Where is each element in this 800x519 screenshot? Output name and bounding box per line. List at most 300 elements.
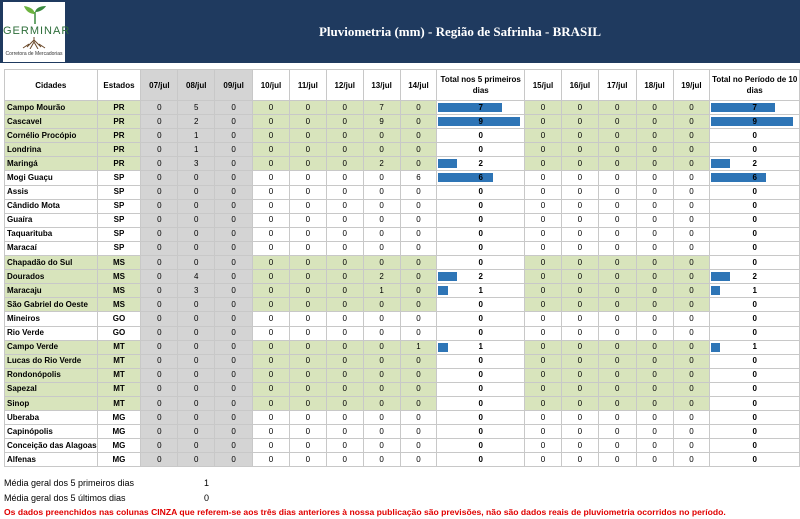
- rain-value: 0: [525, 354, 562, 368]
- rain-value: 0: [215, 213, 253, 227]
- rain-value: 0: [215, 270, 253, 284]
- total-value: 1: [478, 285, 483, 295]
- total-value: 0: [752, 257, 757, 267]
- rain-value: 9: [363, 115, 400, 129]
- table-row: [5, 115, 800, 129]
- header-estados: Estados: [97, 70, 141, 101]
- total-value: 2: [752, 158, 757, 168]
- rain-value: 0: [525, 382, 562, 396]
- state-code: MG: [97, 453, 141, 467]
- rain-value: 0: [525, 340, 562, 354]
- rain-value: 0: [673, 326, 710, 340]
- city-name: Alfenas: [5, 453, 98, 467]
- rain-value: 0: [253, 115, 290, 129]
- rain-value: 0: [141, 270, 178, 284]
- rain-value: 0: [561, 241, 598, 255]
- rain-value: 0: [400, 368, 437, 382]
- total-5-days: [437, 340, 525, 354]
- table-row: [5, 284, 800, 298]
- rain-value: 0: [636, 396, 673, 410]
- rain-value: 0: [598, 241, 636, 255]
- rain-value: 0: [253, 453, 290, 467]
- table-row: [5, 199, 800, 213]
- rain-value: 2: [178, 115, 215, 129]
- total-value: 0: [752, 187, 757, 197]
- rain-value: 0: [326, 396, 363, 410]
- table-row: [5, 382, 800, 396]
- rain-value: 6: [400, 171, 437, 185]
- table-row: [5, 171, 800, 185]
- rain-value: 0: [253, 340, 290, 354]
- rain-value: 0: [561, 326, 598, 340]
- rainfall-table: [4, 69, 800, 467]
- rain-value: 0: [525, 368, 562, 382]
- rain-value: 0: [215, 453, 253, 467]
- rain-value: 0: [561, 382, 598, 396]
- rain-value: 0: [561, 284, 598, 298]
- rain-value: 0: [561, 185, 598, 199]
- rain-value: 0: [525, 298, 562, 312]
- germinar-logo: [3, 2, 71, 62]
- rain-value: 0: [673, 298, 710, 312]
- rain-value: 0: [363, 213, 400, 227]
- rain-value: 0: [636, 284, 673, 298]
- rain-value: 0: [561, 101, 598, 115]
- rain-value: 0: [141, 425, 178, 439]
- rain-value: 0: [673, 171, 710, 185]
- state-code: MS: [97, 270, 141, 284]
- total-5-days: [437, 185, 525, 199]
- rain-value: 0: [400, 425, 437, 439]
- rain-value: 0: [253, 284, 290, 298]
- state-code: MG: [97, 425, 141, 439]
- total-10-days: [710, 129, 800, 143]
- rain-value: 0: [636, 171, 673, 185]
- header-day-07-jul: 07/jul: [141, 70, 178, 101]
- rain-value: 0: [141, 227, 178, 241]
- rain-value: 0: [673, 143, 710, 157]
- rain-value: 0: [289, 439, 326, 453]
- rain-value: 0: [141, 213, 178, 227]
- rain-value: 0: [561, 213, 598, 227]
- rain-value: 0: [326, 199, 363, 213]
- table-row: [5, 439, 800, 453]
- rain-value: 0: [289, 453, 326, 467]
- rain-value: 0: [289, 157, 326, 171]
- rain-value: 0: [178, 298, 215, 312]
- total-5-days: [437, 411, 525, 425]
- rain-value: 0: [289, 354, 326, 368]
- rain-value: 0: [400, 241, 437, 255]
- table-row: [5, 101, 800, 115]
- total-5-days: [437, 312, 525, 326]
- table-row: [5, 143, 800, 157]
- rain-value: 0: [141, 241, 178, 255]
- city-name: Chapadão do Sul: [5, 256, 98, 270]
- rain-value: 0: [289, 270, 326, 284]
- total-5-days: [437, 439, 525, 453]
- rain-value: 0: [178, 227, 215, 241]
- city-name: Cândido Mota: [5, 199, 98, 213]
- table-row: [5, 298, 800, 312]
- rain-value: 0: [178, 326, 215, 340]
- header-day-16-jul: 16/jul: [561, 70, 598, 101]
- rain-value: 0: [363, 185, 400, 199]
- city-name: Dourados: [5, 270, 98, 284]
- city-name: Maracaju: [5, 284, 98, 298]
- header-day-12-jul: 12/jul: [326, 70, 363, 101]
- rain-value: 0: [215, 143, 253, 157]
- state-code: SP: [97, 213, 141, 227]
- total-10-days: [710, 411, 800, 425]
- rain-value: 0: [326, 256, 363, 270]
- city-name: Campo Mourão: [5, 101, 98, 115]
- total-value: 0: [752, 384, 757, 394]
- header-day-10-jul: 10/jul: [253, 70, 290, 101]
- rain-value: 0: [598, 213, 636, 227]
- rain-value: 0: [561, 340, 598, 354]
- rain-value: 0: [598, 129, 636, 143]
- rain-value: 0: [253, 185, 290, 199]
- total-5-days: [437, 171, 525, 185]
- rain-value: 0: [141, 411, 178, 425]
- data-bar: [438, 103, 502, 112]
- table-row: [5, 312, 800, 326]
- rain-value: 0: [215, 354, 253, 368]
- rain-value: 0: [141, 312, 178, 326]
- rain-value: 0: [141, 284, 178, 298]
- rain-value: 0: [141, 101, 178, 115]
- city-name: Sinop: [5, 396, 98, 410]
- rain-value: 0: [363, 227, 400, 241]
- rain-value: 0: [525, 101, 562, 115]
- rain-value: 0: [673, 129, 710, 143]
- rain-value: 0: [598, 425, 636, 439]
- state-code: MS: [97, 284, 141, 298]
- state-code: SP: [97, 171, 141, 185]
- total-5-days: [437, 368, 525, 382]
- rain-value: 0: [636, 213, 673, 227]
- rain-value: 0: [326, 270, 363, 284]
- rain-value: 0: [598, 143, 636, 157]
- rain-value: 0: [363, 241, 400, 255]
- data-bar: [438, 272, 456, 281]
- rain-value: 0: [673, 340, 710, 354]
- rain-value: 0: [400, 439, 437, 453]
- rain-value: 0: [289, 411, 326, 425]
- sprout-icon: [22, 6, 48, 24]
- rain-value: 0: [598, 368, 636, 382]
- rain-value: 0: [561, 439, 598, 453]
- total-value: 1: [752, 285, 757, 295]
- total-5-days: [437, 157, 525, 171]
- rain-value: 0: [178, 185, 215, 199]
- rain-value: 0: [673, 453, 710, 467]
- rain-value: 3: [178, 284, 215, 298]
- rain-value: 0: [400, 143, 437, 157]
- table-row: [5, 354, 800, 368]
- rain-value: 0: [141, 439, 178, 453]
- rain-value: 0: [215, 411, 253, 425]
- rain-value: 0: [141, 199, 178, 213]
- rain-value: 0: [141, 326, 178, 340]
- total-5-days: [437, 354, 525, 368]
- city-name: Taquarituba: [5, 227, 98, 241]
- total-value: 0: [752, 130, 757, 140]
- city-name: Mineiros: [5, 312, 98, 326]
- rain-value: 0: [598, 101, 636, 115]
- rain-value: 0: [178, 213, 215, 227]
- total-10-days: [710, 241, 800, 255]
- page-title: Pluviometria (mm) - Região de Safrinha - BRASIL: [318, 24, 601, 39]
- table-row: [5, 340, 800, 354]
- rain-value: 0: [561, 143, 598, 157]
- total-5-days: [437, 453, 525, 467]
- header-day-11-jul: 11/jul: [289, 70, 326, 101]
- header-day-17-jul: 17/jul: [598, 70, 636, 101]
- rain-value: 0: [326, 143, 363, 157]
- city-name: Rondonópolis: [5, 368, 98, 382]
- state-code: SP: [97, 199, 141, 213]
- rain-value: 0: [253, 157, 290, 171]
- data-bar: [711, 272, 729, 281]
- city-name: Sapezal: [5, 382, 98, 396]
- rain-value: 0: [141, 298, 178, 312]
- rain-value: 0: [525, 270, 562, 284]
- rain-value: 0: [289, 256, 326, 270]
- rain-value: 0: [525, 453, 562, 467]
- rain-value: 0: [326, 340, 363, 354]
- rain-value: 0: [673, 368, 710, 382]
- rain-value: 0: [253, 439, 290, 453]
- rain-value: 0: [141, 368, 178, 382]
- state-code: PR: [97, 157, 141, 171]
- rain-value: 0: [636, 354, 673, 368]
- rain-value: 0: [178, 312, 215, 326]
- rain-value: 0: [215, 256, 253, 270]
- rain-value: 0: [363, 326, 400, 340]
- city-name: Cascavel: [5, 115, 98, 129]
- rain-value: 0: [326, 115, 363, 129]
- total-10-days: [710, 157, 800, 171]
- total-value: 9: [478, 116, 483, 126]
- total-10-days: [710, 382, 800, 396]
- rain-value: 0: [673, 256, 710, 270]
- table-row: [5, 453, 800, 467]
- data-bar: [711, 103, 775, 112]
- rain-value: 0: [636, 411, 673, 425]
- total-value: 2: [478, 158, 483, 168]
- data-bar: [438, 173, 493, 182]
- rain-value: 0: [253, 425, 290, 439]
- rain-value: 0: [561, 270, 598, 284]
- total-value: 9: [752, 116, 757, 126]
- city-name: Lucas do Rio Verde: [5, 354, 98, 368]
- rain-value: 0: [141, 354, 178, 368]
- total-value: 0: [752, 313, 757, 323]
- rain-value: 0: [178, 354, 215, 368]
- rain-value: 0: [400, 453, 437, 467]
- rain-value: 0: [400, 157, 437, 171]
- city-name: Mogi Guaçu: [5, 171, 98, 185]
- rain-value: 0: [363, 312, 400, 326]
- rain-value: 0: [289, 368, 326, 382]
- header-total-5-dias: Total nos 5 primeiros dias: [437, 70, 525, 101]
- state-code: MT: [97, 340, 141, 354]
- rain-value: 0: [253, 199, 290, 213]
- city-name: Assis: [5, 185, 98, 199]
- total-value: 0: [752, 215, 757, 225]
- total-value: 2: [752, 271, 757, 281]
- rain-value: 0: [561, 411, 598, 425]
- rain-value: 0: [215, 340, 253, 354]
- rain-value: 0: [215, 396, 253, 410]
- total-value: 0: [478, 454, 483, 464]
- rain-value: 0: [525, 129, 562, 143]
- total-value: 0: [478, 398, 483, 408]
- rain-value: 0: [215, 241, 253, 255]
- rain-value: 0: [289, 382, 326, 396]
- rain-value: 0: [326, 382, 363, 396]
- rain-value: 0: [289, 185, 326, 199]
- total-value: 0: [478, 313, 483, 323]
- rain-value: 0: [561, 129, 598, 143]
- rain-value: 0: [253, 270, 290, 284]
- rain-value: 0: [253, 101, 290, 115]
- city-name: Maracaí: [5, 241, 98, 255]
- rain-value: 0: [326, 312, 363, 326]
- total-10-days: [710, 284, 800, 298]
- rain-value: 0: [141, 340, 178, 354]
- header-day-14-jul: 14/jul: [400, 70, 437, 101]
- rain-value: 0: [326, 439, 363, 453]
- average-first-5-days: [4, 478, 210, 488]
- rain-value: 0: [141, 171, 178, 185]
- state-code: PR: [97, 115, 141, 129]
- total-10-days: [710, 453, 800, 467]
- rain-value: 0: [561, 227, 598, 241]
- rain-value: 0: [598, 227, 636, 241]
- total-5-days: [437, 298, 525, 312]
- rain-value: 0: [326, 368, 363, 382]
- table-header-row: [5, 70, 800, 101]
- rain-value: 0: [400, 270, 437, 284]
- rain-value: 0: [598, 157, 636, 171]
- rain-value: 0: [400, 115, 437, 129]
- rain-value: 0: [561, 312, 598, 326]
- total-value: 0: [752, 412, 757, 422]
- report-header: [0, 0, 800, 63]
- data-bar: [438, 286, 447, 295]
- total-value: 0: [478, 328, 483, 338]
- rain-value: 0: [598, 396, 636, 410]
- total-value: 0: [478, 187, 483, 197]
- average-first-5-label: Média geral dos 5 primeiros dias: [4, 478, 135, 488]
- rain-value: 0: [363, 453, 400, 467]
- rain-value: 0: [141, 382, 178, 396]
- rain-value: 0: [525, 199, 562, 213]
- rain-value: 1: [400, 340, 437, 354]
- total-5-days: [437, 115, 525, 129]
- rain-value: 0: [525, 439, 562, 453]
- rain-value: 0: [363, 411, 400, 425]
- rain-value: 0: [215, 298, 253, 312]
- rain-value: 0: [525, 396, 562, 410]
- rain-value: 0: [215, 199, 253, 213]
- total-value: 7: [752, 102, 757, 112]
- rain-value: 0: [636, 382, 673, 396]
- rain-value: 7: [363, 101, 400, 115]
- average-last-5-label: Média geral dos 5 últimos dias: [4, 493, 126, 503]
- total-10-days: [710, 256, 800, 270]
- rain-value: 0: [525, 411, 562, 425]
- table-row: [5, 396, 800, 410]
- rain-value: 0: [561, 115, 598, 129]
- state-code: SP: [97, 241, 141, 255]
- average-first-5-value: 1: [204, 478, 210, 488]
- total-value: 1: [478, 342, 483, 352]
- rain-value: 0: [215, 115, 253, 129]
- city-name: São Gabriel do Oeste: [5, 298, 98, 312]
- rain-value: 0: [253, 129, 290, 143]
- total-value: 0: [478, 356, 483, 366]
- rain-value: 0: [289, 340, 326, 354]
- rain-value: 0: [561, 256, 598, 270]
- total-5-days: [437, 129, 525, 143]
- data-bar: [438, 343, 447, 352]
- roots-icon: [19, 37, 49, 49]
- rain-value: 0: [673, 213, 710, 227]
- rain-value: 0: [326, 425, 363, 439]
- rain-value: 0: [178, 382, 215, 396]
- rain-value: 0: [636, 101, 673, 115]
- rain-value: 0: [178, 396, 215, 410]
- rain-value: 0: [253, 368, 290, 382]
- rain-value: 0: [400, 396, 437, 410]
- rain-value: 0: [141, 129, 178, 143]
- rain-value: 0: [400, 411, 437, 425]
- rain-value: 0: [178, 256, 215, 270]
- total-5-days: [437, 241, 525, 255]
- rain-value: 0: [141, 185, 178, 199]
- data-bar: [711, 159, 729, 168]
- rain-value: 0: [400, 326, 437, 340]
- total-5-days: [437, 396, 525, 410]
- table-row: [5, 256, 800, 270]
- rain-value: 0: [289, 227, 326, 241]
- rain-value: 0: [636, 312, 673, 326]
- rain-value: 0: [636, 425, 673, 439]
- total-value: 0: [478, 384, 483, 394]
- total-5-days: [437, 256, 525, 270]
- total-value: 2: [478, 271, 483, 281]
- rain-value: 0: [215, 368, 253, 382]
- city-name: Londrina: [5, 143, 98, 157]
- rain-value: 0: [326, 171, 363, 185]
- rain-value: 0: [363, 199, 400, 213]
- total-5-days: [437, 199, 525, 213]
- total-value: 0: [752, 229, 757, 239]
- rain-value: 0: [400, 256, 437, 270]
- rain-value: 0: [326, 129, 363, 143]
- total-value: 0: [752, 398, 757, 408]
- rain-value: 0: [400, 298, 437, 312]
- rain-value: 0: [289, 326, 326, 340]
- rain-value: 0: [525, 312, 562, 326]
- total-10-days: [710, 298, 800, 312]
- rain-value: 0: [598, 270, 636, 284]
- rain-value: 0: [673, 354, 710, 368]
